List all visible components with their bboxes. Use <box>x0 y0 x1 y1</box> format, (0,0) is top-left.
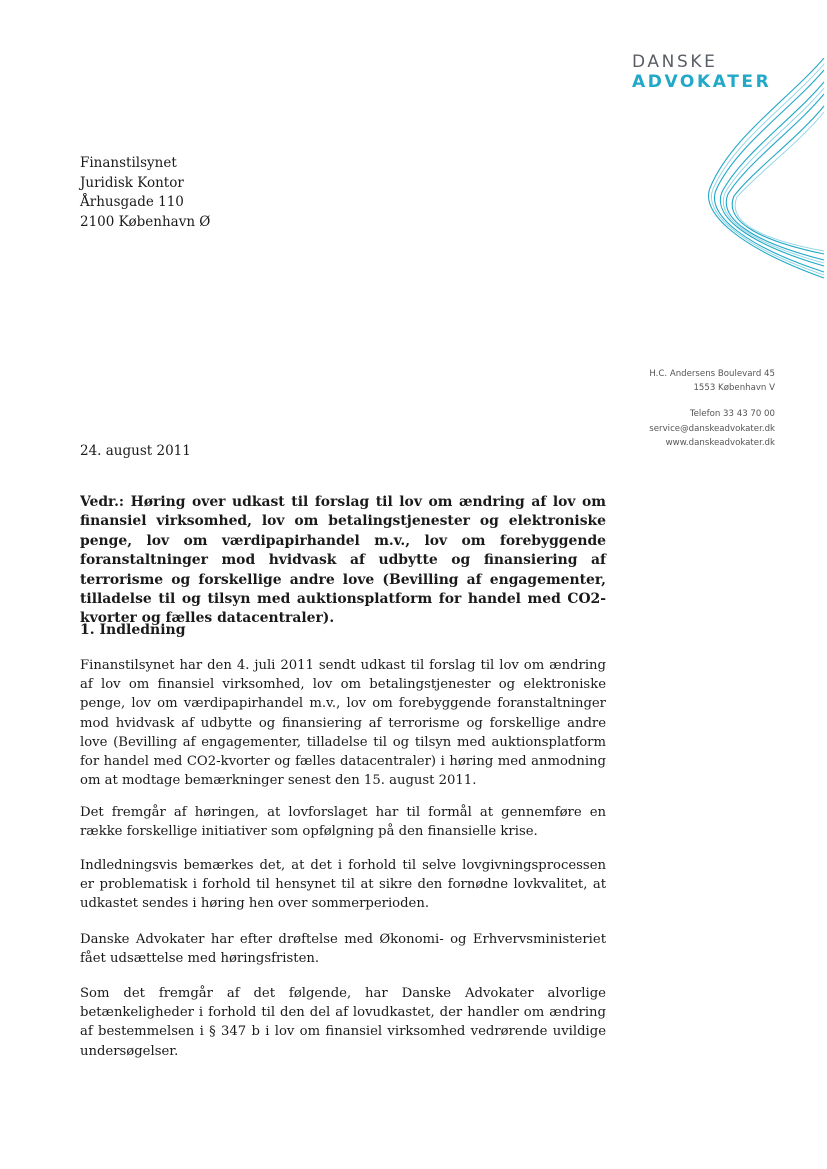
letterhead-logo <box>0 0 827 300</box>
sender-address-line2: 1553 København V <box>693 383 775 394</box>
section-heading: 1. Indledning <box>80 622 186 638</box>
paragraph-4: Danske Advokater har efter drøftelse med Økonomi- og Erhvervsministeriet fået udsættelse med høringsfristen. <box>80 932 606 967</box>
sender-website: www.danskeadvokater.dk <box>665 437 775 448</box>
sender-address-line1: H.C. Andersens Boulevard 45 <box>649 369 775 379</box>
recipient-department: Juridisk Kontor <box>80 174 184 191</box>
paragraph-1: Finanstilsynet har den 4. juli 2011 sendt udkast til forslag til lov om ændring af lov om finansiel virksomhed, lov om betalingstjenester og elektroniske penge, lov om værdipapirhandel m.v., lov om forebyggende foranstaltninger mod hvidvask af udbytte og finansiering af terrorisme og forskellige andre love (Bevilling af engagementer, tilladelse til og tilsyn med auktionsplatform for handel med CO2-kvorter og fælles datacentraler) i høring med anmodning om at modtage bemærkninger senest den 15. august 2011. <box>80 658 606 789</box>
paragraph-2: Det fremgår af høringen, at lovforslaget har til formål at gennemføre en række forskellige initiativer som opfølgning på den finansielle krise. <box>80 805 606 840</box>
recipient-street: Århusgade 110 <box>80 194 184 210</box>
paragraph-3: Indledningsvis bemærkes det, at det i forhold til selve lovgivningsprocessen er problematisk i forhold til hensynet til at sikre den fornødne lovkvalitet, at udkastet sendes i høring hen over sommerperioden. <box>80 858 606 912</box>
sender-phone: Telefon 33 43 70 00 <box>689 409 775 420</box>
logo-wordmark <box>632 52 771 92</box>
recipient-address <box>80 154 210 232</box>
sender-contact-block <box>649 367 775 450</box>
paragraph-5: Som det fremgår af det følgende, har Danske Advokater alvorlige betænkeligheder i forhold til den del af lovudkastet, der handler om ændring af bestemmelsen i § 347 b i lov om finansiel virksomhed vedrørende uvildige undersøgelser. <box>80 986 606 1059</box>
subject-line: Vedr.: Høring over udkast til forslag til lov om ændring af lov om finansiel virksomhed, lov om betalingstjenester og elektroniske penge, lov om værdipapirhandel m.v., lov om forebyggende foranstaltninger mod hvidvask af udbytte og finansiering af terrorisme og forskellige andre love (Bevilling af engagementer, tilladelse til og tilsyn med auktionsplatform for handel med CO2-kvorter og fælles datacentraler). <box>80 494 606 627</box>
logo-line-danske: DANSKE <box>632 52 718 72</box>
contact-spacer <box>649 395 775 407</box>
logo-line-advokater: ADVOKATER <box>632 72 772 92</box>
recipient-name: Finanstilsynet <box>80 155 177 171</box>
letter-date: 24. august 2011 <box>80 443 191 459</box>
sender-email: service@danskeadvokater.dk <box>649 423 775 434</box>
recipient-city: 2100 København Ø <box>80 213 211 230</box>
